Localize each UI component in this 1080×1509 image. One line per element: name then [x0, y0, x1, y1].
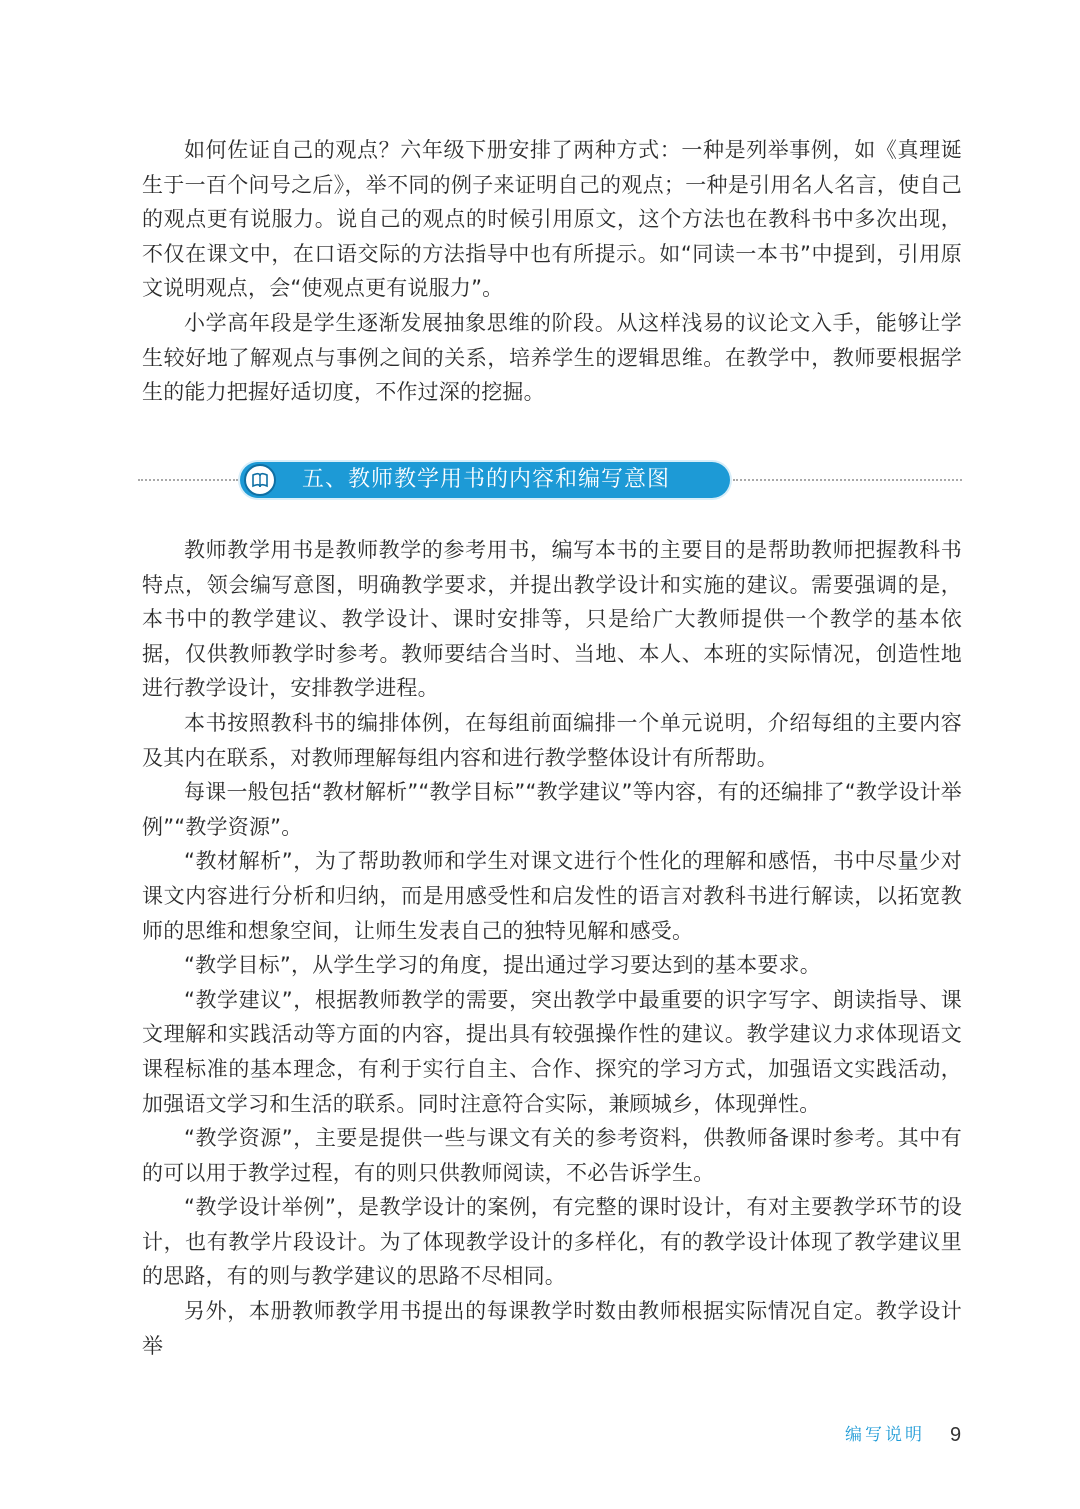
- paragraph: 每课一般包括“教材解析”“教学目标”“教学建议”等内容，有的还编排了“教学设计举例”“教学资源”。: [142, 780, 962, 839]
- paragraph: “教学建议”，根据教师教学的需要，突出教学中最重要的识字写字、朗读指导、课文理解和实践活动等方面的内容，提出具有较强操作性的建议。教学建议力求体现语文课程标准的基本理念，有利于实行自主、合作、探究的学习方式，加强语文实践活动，加强语文学习和生活的联系。同时注意符合实际，兼顾城乡，体现弹性。: [142, 987, 962, 1116]
- book-icon: [244, 464, 276, 496]
- top-text-block: [142, 133, 962, 410]
- section-divider-left: [138, 479, 238, 481]
- section-title-banner: [240, 462, 730, 498]
- paragraph: 另外，本册教师教学用书提出的每课教学时数由教师根据实际情况自定。教学设计举: [142, 1299, 962, 1358]
- paragraph: “教学设计举例”，是教学设计的案例，有完整的课时设计，有对主要教学环节的设计，也有教学片段设计。为了体现教学设计的多样化，有的教学设计体现了教学建议里的思路，有的则与教学建议的思路不尽相同。: [142, 1195, 962, 1289]
- paragraph: “教学目标”，从学生学习的角度，提出通过学习要达到的基本要求。: [184, 953, 821, 978]
- section-title: 五、教师教学用书的内容和编写意图: [302, 467, 671, 492]
- section-divider-right: [733, 479, 962, 481]
- main-text-block: [142, 533, 962, 1363]
- paragraph: 如何佐证自己的观点？六年级下册安排了两种方式：一种是列举事例，如《真理诞生于一百个问号之后》，举不同的例子来证明自己的观点；一种是引用名人名言，使自己的观点更有说服力。说自己的观点的时候引用原文，这个方法也在教科书中多次出现，不仅在课文中，在口语交际的方法指导中也有所提示。如“同读一本书”中提到，引用原文说明观点，会“使观点更有说服力”。: [142, 138, 962, 301]
- paragraph: 本书按照教科书的编排体例，在每组前面编排一个单元说明，介绍每组的主要内容及其内在联系，对教师理解每组内容和进行教学整体设计有所帮助。: [142, 710, 962, 770]
- paragraph: “教学资源”，主要是提供一些与课文有关的参考资料，供教师备课时参考。其中有的可以用于教学过程，有的则只供教师阅读，不必告诉学生。: [142, 1126, 962, 1185]
- page-number: 9: [950, 1424, 962, 1446]
- paragraph: 小学高年段是学生逐渐发展抽象思维的阶段。从这样浅易的议论文入手，能够让学生较好地了解观点与事例之间的关系，培养学生的逻辑思维。在教学中，教师要根据学生的能力把握好适切度，不作过深的挖掘。: [142, 310, 962, 405]
- paragraph: “教材解析”，为了帮助教师和学生对课文进行个性化的理解和感悟，书中尽量少对课文内容进行分析和归纳，而是用感受性和启发性的语言对教科书进行解读，以拓宽教师的思维和想象空间，让师生发表自己的独特见解和感受。: [142, 849, 962, 943]
- paragraph: 教师教学用书是教师教学的参考用书，编写本书的主要目的是帮助教师把握教科书特点，领会编写意图，明确教学要求，并提出教学设计和实施的建议。需要强调的是，本书中的教学建议、教学设计、课时安排等，只是给广大教师提供一个教学的基本依据，仅供教师教学时参考。教师要结合当时、当地、本人、本班的实际情况，创造性地进行教学设计，安排教学进程。: [142, 538, 962, 701]
- footer-section-label: 编写说明: [845, 1425, 925, 1445]
- section-header: [138, 460, 962, 500]
